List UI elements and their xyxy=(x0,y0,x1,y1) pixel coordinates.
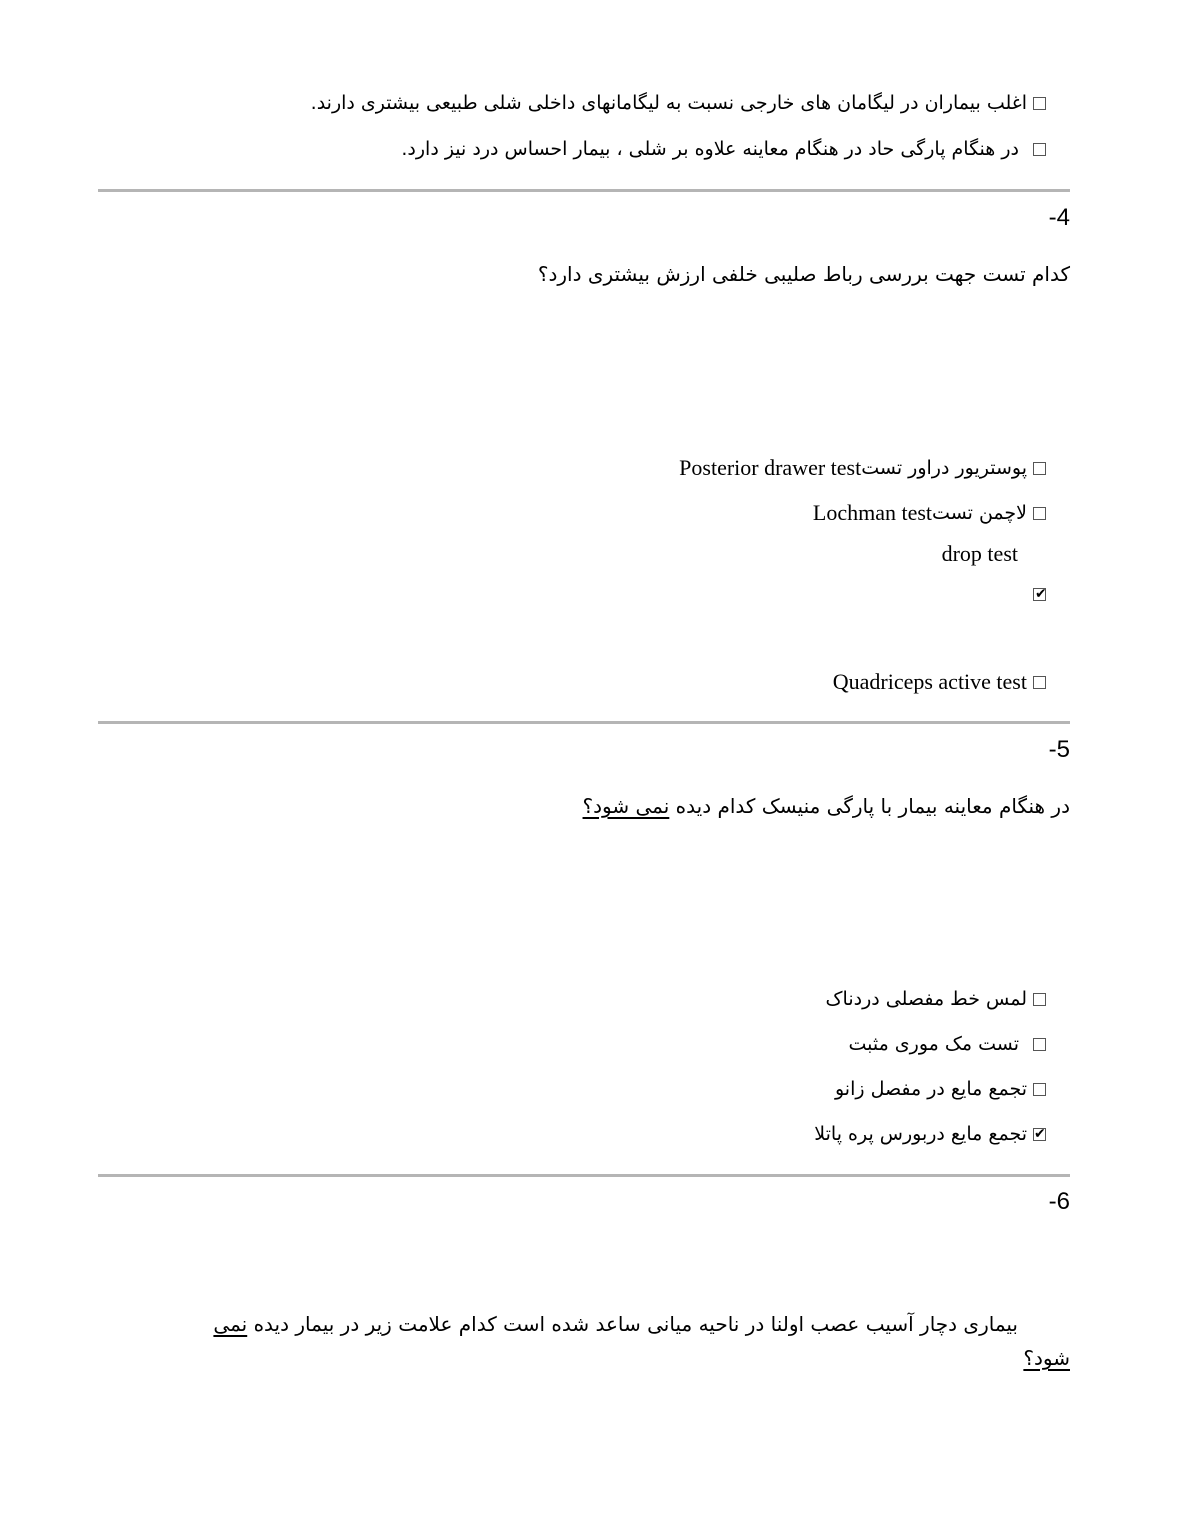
question-negation: نمی شود؟ xyxy=(582,794,670,818)
q5-option-1[interactable] xyxy=(826,988,1046,1010)
question-text-line-2 xyxy=(1023,1346,1070,1370)
question-number: -5 xyxy=(1048,736,1070,763)
checkbox[interactable] xyxy=(1033,143,1046,156)
option-label-fa: پوستریور دراور تست xyxy=(861,457,1027,479)
q4-option-1[interactable] xyxy=(679,455,1046,481)
option-label: اغلب بیماران در لیگامان های خارجی نسبت به لیگامانهای داخلی شلی طبیعی بیشتری دارند. xyxy=(310,92,1027,114)
checkbox[interactable] xyxy=(1033,97,1046,110)
option-label: تجمع مایع دربورس پره پاتلا xyxy=(814,1123,1027,1145)
q4-option-2[interactable] xyxy=(813,500,1046,526)
divider xyxy=(98,721,1070,724)
checkbox[interactable] xyxy=(1033,1125,1046,1142)
checkbox[interactable] xyxy=(1033,1083,1046,1096)
question-text xyxy=(583,794,1070,818)
checkbox[interactable] xyxy=(1033,462,1046,475)
checkbox[interactable] xyxy=(1033,676,1046,689)
question-number: -6 xyxy=(1048,1188,1070,1215)
option-label: در هنگام پارگی حاد در هنگام معاینه علاوه بر شلی ، بیمار احساس درد نیز دارد. xyxy=(401,138,1019,160)
checkbox[interactable] xyxy=(1033,1038,1046,1051)
q4-option-3-label: drop test xyxy=(941,541,1018,566)
q5-option-2[interactable] xyxy=(848,1033,1046,1055)
option-label: تست مک موری مثبت xyxy=(848,1033,1019,1055)
check-icon: ✔ xyxy=(1034,1125,1046,1142)
option-label-fa: لاچمن تست xyxy=(932,502,1027,524)
question-number: -4 xyxy=(1048,204,1070,231)
option-label-en: Lochman test xyxy=(812,500,933,525)
option-label-en: Posterior drawer test xyxy=(679,455,862,480)
prev-option-1[interactable] xyxy=(311,92,1046,114)
checkbox[interactable] xyxy=(1033,993,1046,1006)
q4-option-3-checkbox[interactable] xyxy=(1033,588,1046,601)
q5-option-4[interactable] xyxy=(814,1123,1046,1145)
q5-option-3[interactable] xyxy=(835,1078,1046,1100)
q4-option-4[interactable] xyxy=(833,669,1046,695)
question-text-main: در هنگام معاینه بیمار با پارگی منیسک کدام دیده xyxy=(669,794,1070,818)
option-label: تجمع مایع در مفصل زانو xyxy=(834,1078,1027,1100)
question-text-line-1 xyxy=(213,1312,1018,1336)
checkbox[interactable] xyxy=(1033,507,1046,520)
question-negation: شود؟ xyxy=(1023,1346,1070,1370)
option-label-en: Quadriceps active test xyxy=(832,669,1027,694)
question-negation: نمی xyxy=(213,1312,248,1336)
divider xyxy=(98,1174,1070,1177)
check-icon: ✔ xyxy=(1035,586,1047,602)
question-text-main: بیماری دچار آسیب عصب اولنا در ناحیه میانی ساعد شده است کدام علامت زیر در بیمار دیده xyxy=(247,1312,1018,1336)
prev-option-2[interactable] xyxy=(401,138,1046,160)
option-label: لمس خط مفصلی دردناک xyxy=(825,988,1027,1010)
question-text: کدام تست جهت بررسی رباط صلیبی خلفی ارزش بیشتری دارد؟ xyxy=(537,262,1070,286)
divider xyxy=(98,189,1070,192)
